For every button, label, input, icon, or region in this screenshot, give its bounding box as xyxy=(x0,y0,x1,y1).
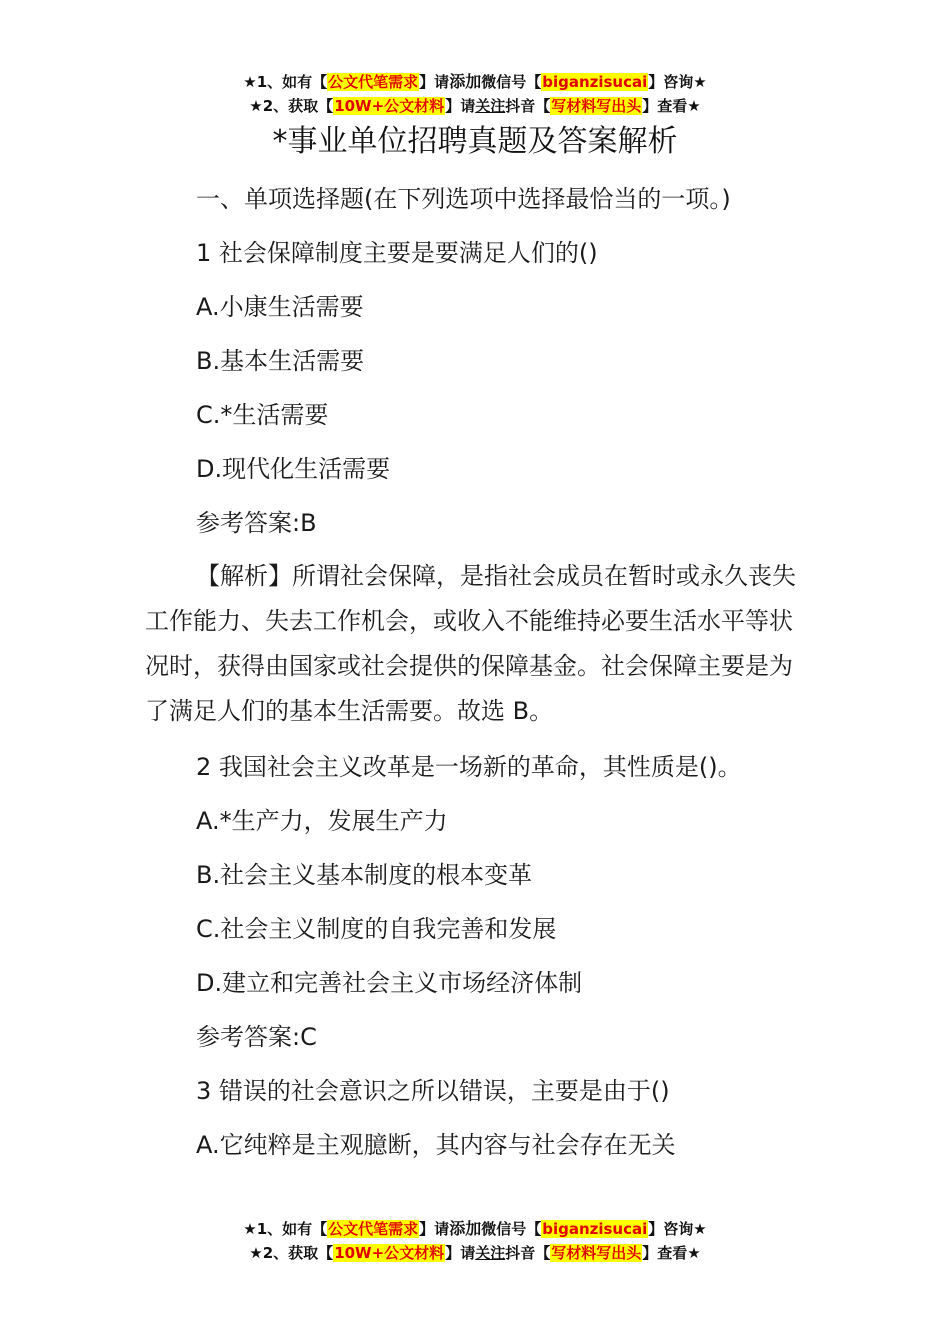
option: D.建立和完善社会主义市场经济体制 xyxy=(196,969,583,997)
option: D.现代化生活需要 xyxy=(196,455,391,483)
banner-text: ★2、获取【 xyxy=(249,1244,334,1262)
option: A.小康生活需要 xyxy=(196,293,364,321)
banner-text: ★1、如有【 xyxy=(243,1220,328,1238)
option: A.*生产力，发展生产力 xyxy=(196,807,448,835)
banner-text: 添加 xyxy=(449,72,482,91)
banner-text: 添加 xyxy=(449,1219,482,1238)
document-title: *事业单位招聘真题及答案解析 xyxy=(272,124,678,159)
banner-text: 】咨询★ xyxy=(648,1220,707,1238)
option: C.社会主义制度的自我完善和发展 xyxy=(196,915,557,943)
banner-text: 】请 xyxy=(419,1220,450,1238)
top-banner xyxy=(0,70,950,118)
option: C.*生活需要 xyxy=(196,401,329,429)
banner-line-2 xyxy=(0,1241,950,1265)
analysis: 【解析】所谓社会保障，是指社会成员在暂时或永久丧失工作能力、失去工作机会，或收入不能维持必要生活水平等状况时，获得由国家或社会提供的保障基金。社会保障主要是为了满足人们的基本生活需要。故选 B。 xyxy=(145,562,796,725)
banner-text: 】请 xyxy=(445,1244,476,1262)
banner-text: 微信号【 xyxy=(481,73,542,91)
banner-highlight: 写材料写出头 xyxy=(551,1244,642,1262)
question-stem: 2 我国社会主义改革是一场新的革命，其性质是()。 xyxy=(196,753,742,781)
banner-text: 】查看★ xyxy=(642,1244,701,1262)
banner-highlight: biganzisucai xyxy=(542,1220,648,1238)
banner-text: 微信号【 xyxy=(481,1220,542,1238)
banner-text: ★2、获取【 xyxy=(249,97,334,115)
banner-highlight: 10W+公文材料 xyxy=(334,97,445,115)
banner-highlight: 公文代笔需求 xyxy=(328,1220,419,1238)
banner-highlight: biganzisucai xyxy=(542,73,648,91)
banner-text: 】查看★ xyxy=(642,97,701,115)
banner-line-1 xyxy=(0,70,950,94)
banner-text: 关注 xyxy=(475,97,506,115)
document-body xyxy=(145,172,810,1172)
question-stem: 3 错误的社会意识之所以错误，主要是由于() xyxy=(196,1077,670,1105)
banner-highlight: 公文代笔需求 xyxy=(328,73,419,91)
banner-line-1 xyxy=(0,1217,950,1241)
banner-text: 关注 xyxy=(475,1244,506,1262)
banner-text: 】咨询★ xyxy=(648,73,707,91)
answer: 参考答案:B xyxy=(196,509,317,537)
banner-text: 】请 xyxy=(445,97,476,115)
banner-text: 抖音【 xyxy=(505,1244,551,1262)
banner-text: 抖音【 xyxy=(505,97,551,115)
question-stem: 1 社会保障制度主要是要满足人们的() xyxy=(196,239,598,267)
bottom-banner xyxy=(0,1217,950,1265)
banner-text: 】请 xyxy=(419,73,450,91)
option: B.社会主义基本制度的根本变革 xyxy=(196,861,533,889)
banner-highlight: 10W+公文材料 xyxy=(334,1244,445,1262)
option: B.基本生活需要 xyxy=(196,347,365,375)
answer: 参考答案:C xyxy=(196,1023,317,1051)
banner-line-2 xyxy=(0,94,950,118)
banner-text: ★1、如有【 xyxy=(243,73,328,91)
banner-highlight: 写材料写出头 xyxy=(551,97,642,115)
option: A.它纯粹是主观臆断，其内容与社会存在无关 xyxy=(196,1131,676,1159)
section-heading: 一、单项选择题(在下列选项中选择最恰当的一项。) xyxy=(196,185,731,213)
